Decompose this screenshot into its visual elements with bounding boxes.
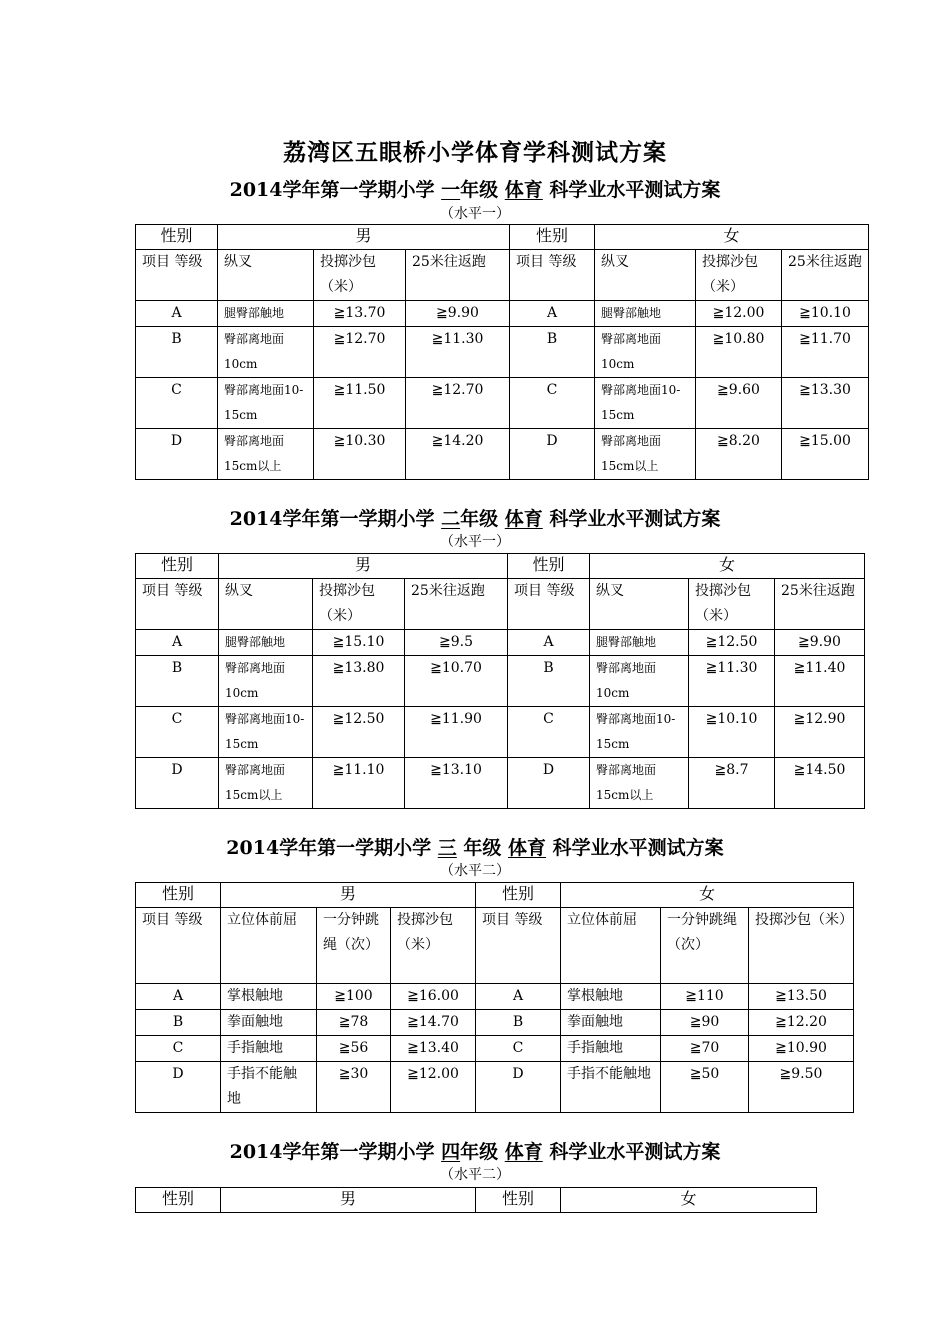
female-test3: ≧13.30: [782, 378, 869, 429]
female-header: 女: [561, 1188, 817, 1213]
section-4-level: （水平二）: [440, 1167, 510, 1183]
gender-label-female: 性别: [510, 225, 595, 250]
gender-label-female: 性别: [508, 554, 590, 579]
section-1-title: [0, 175, 950, 202]
female-test2: ≧9.60: [696, 378, 782, 429]
female-header: 女: [590, 554, 865, 579]
female-test2: ≧90: [661, 1010, 749, 1036]
table-row: [136, 656, 865, 707]
female-test1: 腿臀部触地: [595, 301, 696, 327]
male-header: 男: [219, 554, 508, 579]
male-test1: 臀部离地面15cm以上: [218, 429, 314, 480]
section-2-table: [135, 553, 865, 809]
title-prefix: 2014学年第一学期小学: [229, 179, 442, 201]
grade-cell: C: [476, 1036, 561, 1062]
grade-cell: B: [508, 656, 590, 707]
col-header: 项目 等级: [136, 250, 218, 301]
female-test2: ≧12.50: [689, 630, 775, 656]
female-test2: ≧12.00: [696, 301, 782, 327]
male-test2: ≧11.10: [313, 758, 405, 809]
col-header: 投掷沙包（米）: [749, 908, 854, 984]
main-title: 荔湾区五眼桥小学体育学科测试方案: [283, 139, 667, 166]
male-test2: ≧13.70: [314, 301, 406, 327]
grade-cell: D: [476, 1062, 561, 1113]
female-header: 女: [595, 225, 869, 250]
male-test2: ≧78: [317, 1010, 391, 1036]
table-row: [136, 327, 869, 378]
grade-cell: B: [136, 1010, 221, 1036]
title-mid: 年级: [460, 508, 505, 530]
female-test2: ≧8.7: [689, 758, 775, 809]
male-test1: 臀部离地面15cm以上: [219, 758, 313, 809]
title-grade: 三: [437, 837, 457, 859]
male-test3: ≧11.30: [406, 327, 510, 378]
table-row: [136, 984, 854, 1010]
grade-cell: B: [476, 1010, 561, 1036]
col-header: 项目 等级: [508, 579, 590, 630]
title-grade: 四: [441, 1141, 461, 1163]
grade-cell: D: [510, 429, 595, 480]
section-4-title: [0, 1137, 950, 1164]
male-test2: ≧100: [317, 984, 391, 1010]
col-header: 纵叉: [590, 579, 689, 630]
grade-cell: C: [508, 707, 590, 758]
grade-cell: A: [510, 301, 595, 327]
col-header: 25米往返跑: [406, 250, 510, 301]
male-test1: 臀部离地面10-15cm: [218, 378, 314, 429]
col-header: 25米往返跑: [782, 250, 869, 301]
section-1-table: [135, 224, 869, 480]
male-test3: ≧12.00: [391, 1062, 476, 1113]
title-suffix: 科学业水平测试方案: [542, 508, 721, 530]
col-header: 项目 等级: [510, 250, 595, 301]
male-header: 男: [218, 225, 510, 250]
table-row: [136, 630, 865, 656]
grade-cell: A: [136, 984, 221, 1010]
col-header: 25米往返跑: [405, 579, 508, 630]
female-test2: ≧10.10: [689, 707, 775, 758]
title-subject: 体育: [504, 508, 543, 530]
male-test1: 手指不能触地: [221, 1062, 317, 1113]
female-test1: 掌根触地: [561, 984, 661, 1010]
section-2-level: （水平一）: [440, 534, 510, 550]
col-header: 项目 等级: [136, 908, 221, 984]
table-row: [136, 758, 865, 809]
female-test1: 臀部离地面10cm: [590, 656, 689, 707]
male-test2: ≧30: [317, 1062, 391, 1113]
grade-cell: A: [136, 301, 218, 327]
table-row: [136, 1036, 854, 1062]
col-header: 投掷沙包（米）: [313, 579, 405, 630]
title-mid: 年级: [456, 837, 509, 859]
col-header: 纵叉: [218, 250, 314, 301]
male-test1: 手指触地: [221, 1036, 317, 1062]
male-test1: 臀部离地面10cm: [219, 656, 313, 707]
grade-cell: C: [136, 378, 218, 429]
female-test1: 手指不能触地: [561, 1062, 661, 1113]
male-header: 男: [221, 883, 476, 908]
col-header: 纵叉: [595, 250, 696, 301]
col-header: 项目 等级: [136, 579, 219, 630]
grade-cell: D: [136, 758, 219, 809]
male-test3: ≧10.70: [405, 656, 508, 707]
title-suffix: 科学业水平测试方案: [546, 837, 724, 859]
female-test2: ≧70: [661, 1036, 749, 1062]
male-test2: ≧12.50: [313, 707, 405, 758]
male-test1: 掌根触地: [221, 984, 317, 1010]
grade-cell: A: [508, 630, 590, 656]
male-test3: ≧13.10: [405, 758, 508, 809]
male-test2: ≧56: [317, 1036, 391, 1062]
gender-label-male: 性别: [136, 225, 218, 250]
female-test3: ≧10.90: [749, 1036, 854, 1062]
female-test3: ≧9.90: [775, 630, 865, 656]
section-3-table: [135, 882, 854, 1113]
col-header: 25米往返跑: [775, 579, 865, 630]
grade-cell: D: [136, 429, 218, 480]
gender-label-male: 性别: [136, 554, 219, 579]
gender-label-male: 性别: [136, 883, 221, 908]
section-1-level: （水平一）: [440, 206, 510, 222]
grade-cell: B: [136, 327, 218, 378]
male-test1: 臀部离地面10-15cm: [219, 707, 313, 758]
male-test3: ≧14.70: [391, 1010, 476, 1036]
grade-cell: A: [136, 630, 219, 656]
male-test2: ≧10.30: [314, 429, 406, 480]
table-row: [136, 1062, 854, 1113]
col-header: 投掷沙包（米）: [689, 579, 775, 630]
male-test1: 臀部离地面10cm: [218, 327, 314, 378]
female-test3: ≧12.20: [749, 1010, 854, 1036]
female-test2: ≧10.80: [696, 327, 782, 378]
grade-cell: B: [136, 656, 219, 707]
male-test3: ≧16.00: [391, 984, 476, 1010]
gender-label-female: 性别: [476, 1188, 561, 1213]
col-header: 立位体前屈: [221, 908, 317, 984]
title-subject: 体育: [504, 1141, 543, 1163]
gender-label-male: 性别: [136, 1188, 221, 1213]
female-test3: ≧11.70: [782, 327, 869, 378]
title-prefix: 2014学年第一学期小学: [229, 508, 442, 530]
male-test3: ≧9.90: [406, 301, 510, 327]
female-test2: ≧50: [661, 1062, 749, 1113]
female-test1: 臀部离地面15cm以上: [595, 429, 696, 480]
section-2-title: [0, 504, 950, 531]
title-suffix: 科学业水平测试方案: [542, 1141, 721, 1163]
col-header: 一分钟跳绳（次）: [661, 908, 749, 984]
female-test1: 臀部离地面10-15cm: [595, 378, 696, 429]
female-test1: 臀部离地面10cm: [595, 327, 696, 378]
female-test3: ≧12.90: [775, 707, 865, 758]
male-test2: ≧11.50: [314, 378, 406, 429]
gender-label-female: 性别: [476, 883, 561, 908]
title-mid: 年级: [460, 179, 505, 201]
col-header: 项目 等级: [476, 908, 561, 984]
title-grade: 一: [441, 179, 461, 201]
section-3-title: [0, 833, 950, 860]
table-row: [136, 1010, 854, 1036]
male-test3: ≧13.40: [391, 1036, 476, 1062]
grade-cell: D: [508, 758, 590, 809]
male-test3: ≧12.70: [406, 378, 510, 429]
male-test3: ≧9.5: [405, 630, 508, 656]
female-test3: ≧10.10: [782, 301, 869, 327]
title-subject: 体育: [504, 179, 543, 201]
col-header: 投掷沙包（米）: [391, 908, 476, 984]
female-test1: 臀部离地面10-15cm: [590, 707, 689, 758]
female-test3: ≧15.00: [782, 429, 869, 480]
female-test1: 臀部离地面15cm以上: [590, 758, 689, 809]
col-header: 一分钟跳绳（次）: [317, 908, 391, 984]
col-header: 投掷沙包（米）: [696, 250, 782, 301]
grade-cell: A: [476, 984, 561, 1010]
female-test3: ≧9.50: [749, 1062, 854, 1113]
male-test3: ≧14.20: [406, 429, 510, 480]
table-row: [136, 429, 869, 480]
male-test1: 拳面触地: [221, 1010, 317, 1036]
section-3-level: （水平二）: [440, 863, 510, 879]
grade-cell: C: [510, 378, 595, 429]
female-test1: 腿臀部触地: [590, 630, 689, 656]
female-test3: ≧14.50: [775, 758, 865, 809]
male-test1: 腿臀部触地: [218, 301, 314, 327]
table-row: [136, 378, 869, 429]
male-test1: 腿臀部触地: [219, 630, 313, 656]
grade-cell: C: [136, 1036, 221, 1062]
female-test3: ≧13.50: [749, 984, 854, 1010]
male-test2: ≧12.70: [314, 327, 406, 378]
female-test3: ≧11.40: [775, 656, 865, 707]
male-test2: ≧13.80: [313, 656, 405, 707]
grade-cell: B: [510, 327, 595, 378]
title-suffix: 科学业水平测试方案: [542, 179, 721, 201]
female-test2: ≧8.20: [696, 429, 782, 480]
col-header: 立位体前屈: [561, 908, 661, 984]
title-grade: 二: [441, 508, 461, 530]
female-test1: 拳面触地: [561, 1010, 661, 1036]
col-header: 投掷沙包（米）: [314, 250, 406, 301]
grade-cell: D: [136, 1062, 221, 1113]
male-header: 男: [221, 1188, 476, 1213]
female-header: 女: [561, 883, 854, 908]
title-prefix: 2014学年第一学期小学: [229, 1141, 442, 1163]
female-test2: ≧110: [661, 984, 749, 1010]
title-mid: 年级: [460, 1141, 505, 1163]
female-test1: 手指触地: [561, 1036, 661, 1062]
table-row: [136, 301, 869, 327]
title-subject: 体育: [508, 837, 547, 859]
title-prefix: 2014学年第一学期小学: [226, 837, 438, 859]
male-test3: ≧11.90: [405, 707, 508, 758]
col-header: 纵叉: [219, 579, 313, 630]
grade-cell: C: [136, 707, 219, 758]
female-test2: ≧11.30: [689, 656, 775, 707]
section-4-table: [135, 1187, 817, 1213]
male-test2: ≧15.10: [313, 630, 405, 656]
table-row: [136, 707, 865, 758]
